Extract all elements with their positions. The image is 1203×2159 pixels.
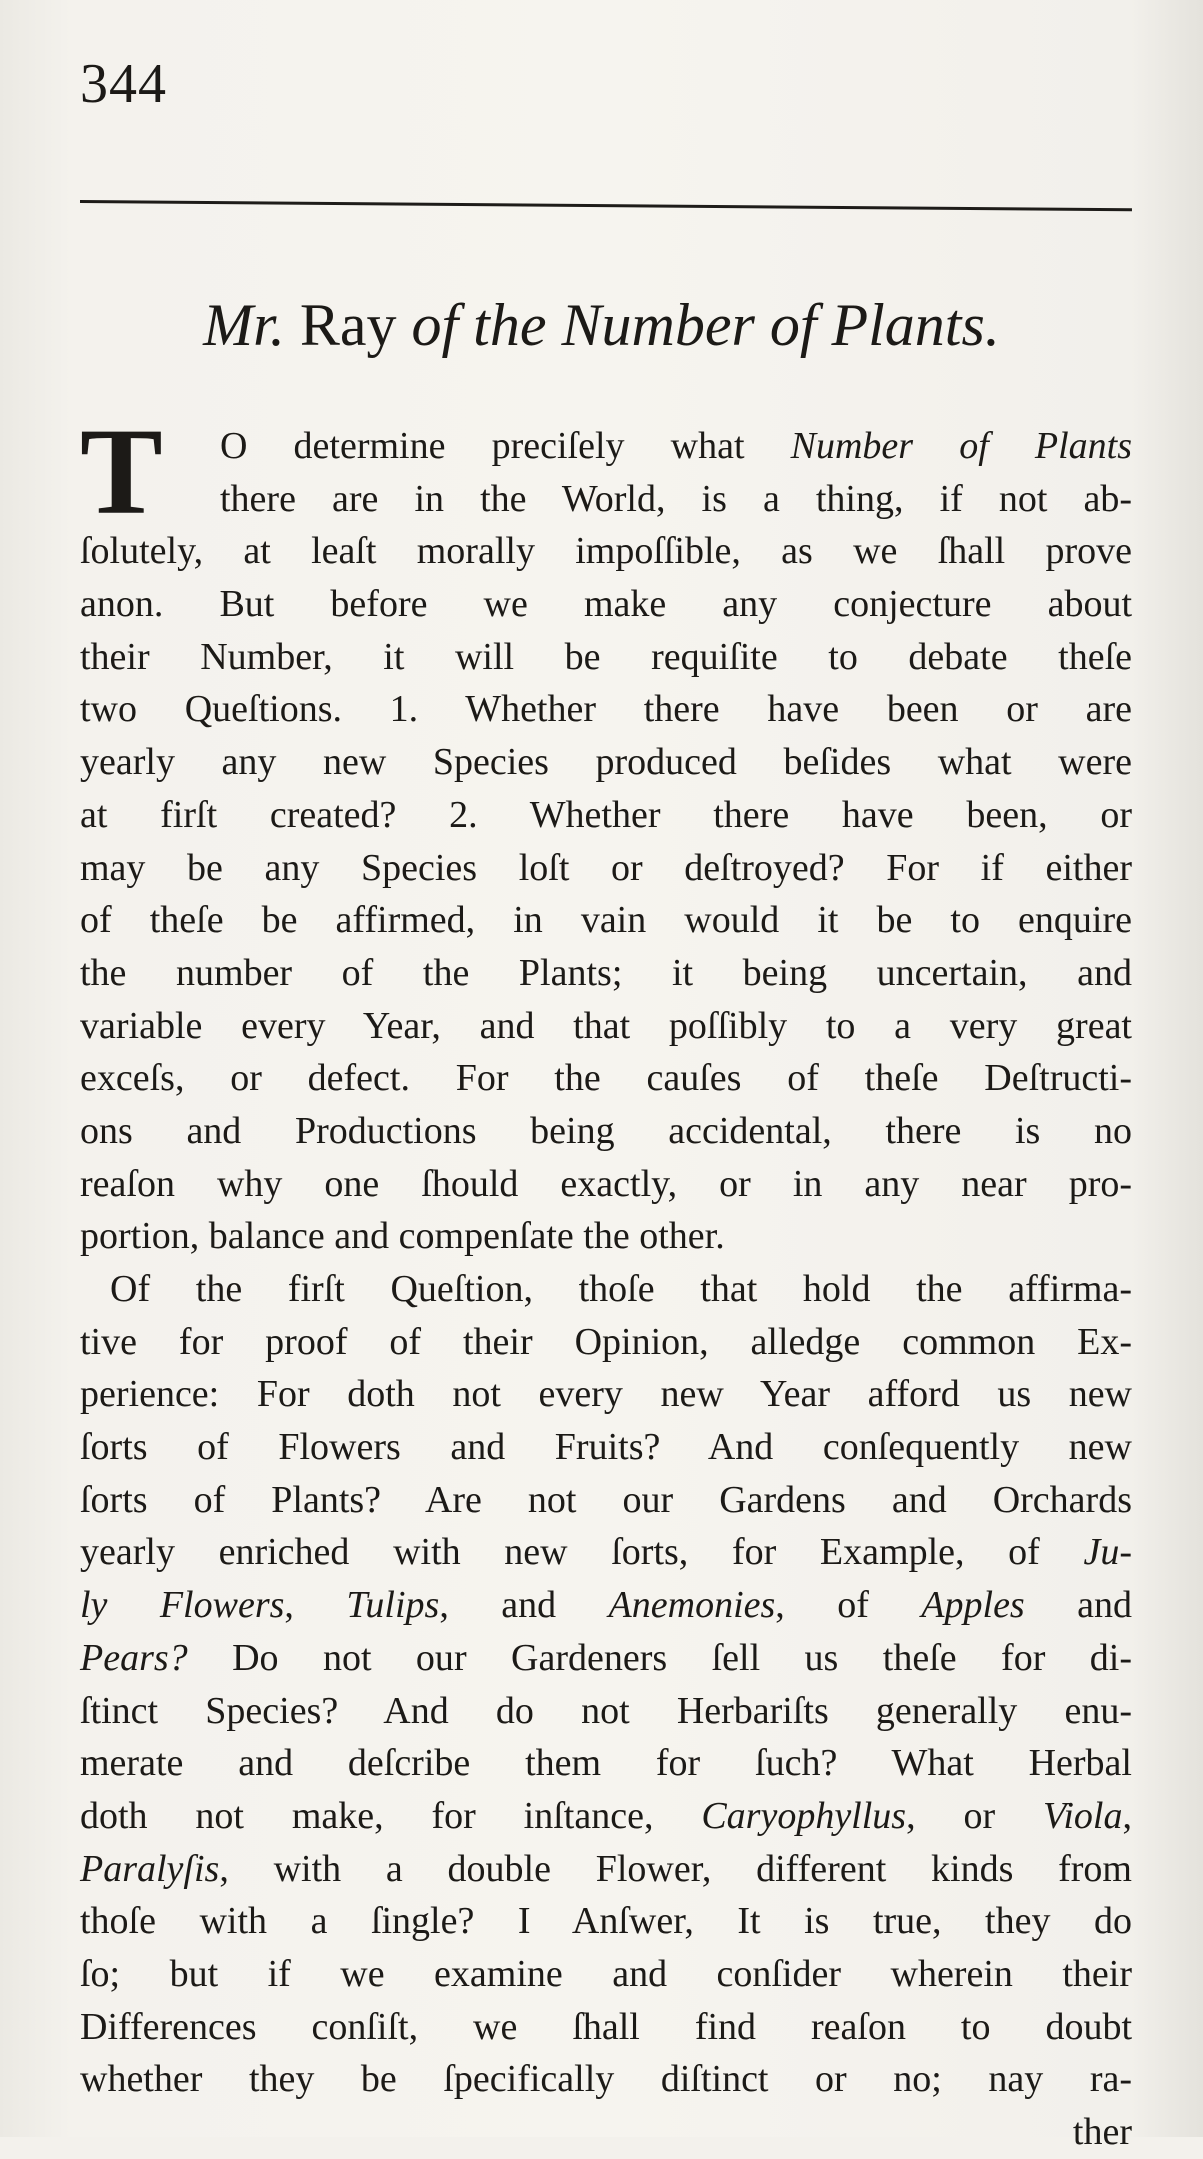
text-segment: yearly enriched with new ſorts, for Example, of: [80, 1531, 1084, 1574]
text-line: [80, 1368, 1132, 1421]
text-line: [80, 2001, 1132, 2054]
text-segment: Number of Plants: [790, 425, 1132, 467]
text-line: [80, 1421, 1132, 1474]
text-line: [80, 1737, 1132, 1790]
text-segment: may be any Species loſt or deſtroyed? For if either: [80, 846, 1132, 889]
text-segment: tive for proof of their Opinion, alledge common Ex-: [80, 1320, 1132, 1363]
text-segment: Of the firſt Queſtion, thoſe that hold the affirma-: [110, 1268, 1132, 1310]
text-line: [80, 1000, 1132, 1053]
text-segment: Ju-: [1083, 1531, 1132, 1574]
text-line: [80, 1685, 1132, 1738]
text-segment: ſtinct Species? And do not Herbariſts generally enu-: [80, 1689, 1132, 1732]
text-segment: Differences conſiſt, we ſhall find reaſon to doubt: [80, 2005, 1132, 2048]
text-line: [80, 1052, 1132, 1105]
text-line: [80, 1316, 1132, 1369]
text-line: [80, 1948, 1132, 2001]
text-segment: Tulips: [346, 1584, 440, 1627]
text-segment: thoſe with a ſingle? I Anſwer, It is true, they do: [80, 1900, 1132, 1943]
text-line: [80, 1474, 1132, 1527]
text-segment: anon. But before we make any conjecture about: [80, 583, 1132, 626]
text-segment: Do not our Gardeners ſell us theſe for di-: [187, 1636, 1132, 1679]
text-segment: yearly any new Species produced beſides what were: [80, 741, 1132, 784]
text-line: [80, 894, 1132, 947]
text-segment: , and: [439, 1584, 609, 1627]
text-segment: , with a double Flower, different kinds from: [219, 1847, 1132, 1890]
text-segment: ſo; but if we examine and conſider wherein their: [80, 1952, 1132, 1995]
title-prefix: Mr.: [203, 292, 285, 358]
text-line: [80, 631, 1132, 684]
text-line: [80, 1263, 1132, 1316]
text-segment: Caryophyllus: [701, 1794, 907, 1837]
text-segment: ly Flowers: [80, 1584, 285, 1627]
text-line: [80, 1790, 1132, 1843]
text-segment: variable every Year, and that poſſibly to a very great: [80, 1004, 1132, 1047]
text-segment: of theſe be affirmed, in vain would it be to enquire: [80, 899, 1132, 942]
text-segment: , of: [775, 1584, 922, 1627]
title-rest: of the Number of Plants.: [411, 292, 1000, 358]
text-segment: Apples: [921, 1584, 1025, 1627]
text-segment: Paralyſis: [80, 1847, 220, 1890]
page-title: [0, 290, 1203, 360]
text-segment: O determine preciſely what: [220, 425, 791, 467]
text-segment: ſorts of Plants? Are not our Gardens and Orchards: [80, 1478, 1132, 1521]
text-segment: the number of the Plants; it being uncertain, and: [80, 951, 1132, 994]
text-line: [80, 1526, 1132, 1579]
text-line: [80, 947, 1132, 1000]
text-segment: perience: For doth not every new Year afford us new: [80, 1373, 1132, 1416]
text-line: [80, 473, 1132, 526]
title-name: Ray: [284, 292, 412, 358]
text-segment: Pears?: [80, 1636, 188, 1679]
text-line: [80, 1632, 1132, 1685]
text-segment: ſolutely, at leaſt morally impoſſible, as we ſhall prove: [80, 530, 1132, 573]
text-line: [80, 2053, 1132, 2106]
drop-cap: T: [80, 403, 163, 540]
text-line: [80, 1579, 1132, 1632]
text-segment: ,: [1122, 1794, 1132, 1837]
body-text: [80, 403, 1133, 2159]
text-line: [80, 1210, 1132, 1263]
text-segment: ſorts of Flowers and Fruits? And conſequently new: [80, 1426, 1132, 1469]
text-line: [80, 736, 1132, 789]
text-line: [80, 420, 1132, 473]
text-line: [80, 1895, 1132, 1948]
text-segment: two Queſtions. 1. Whether there have been or are: [80, 688, 1132, 731]
text-line: [80, 1105, 1132, 1158]
text-segment: ther: [1072, 2111, 1132, 2153]
text-line: [80, 578, 1132, 631]
text-segment: Anemonies: [608, 1584, 776, 1627]
text-line: [80, 2106, 1132, 2159]
text-line: [80, 842, 1132, 895]
text-line: [80, 1158, 1132, 1211]
text-segment: and: [1024, 1584, 1133, 1627]
text-segment: Viola: [1042, 1794, 1123, 1837]
text-segment: , or: [906, 1794, 1043, 1837]
page-number: 344: [80, 53, 167, 115]
text-segment: exceſs, or defect. For the cauſes of theſe Deſtructi-: [80, 1057, 1132, 1100]
text-line: [80, 525, 1132, 578]
header-rule: [80, 200, 1132, 211]
text-segment: portion, balance and compenſate the other.: [80, 1215, 725, 1258]
text-line: [80, 1843, 1132, 1896]
text-segment: whether they be ſpecifically diſtinct or no; nay ra-: [80, 2058, 1132, 2101]
text-segment: there are in the World, is a thing, if not ab-: [220, 477, 1132, 520]
text-segment: at firſt created? 2. Whether there have been, or: [80, 793, 1132, 836]
text-segment: reaſon why one ſhould exactly, or in any near pro-: [80, 1162, 1132, 1205]
text-line: [80, 683, 1132, 736]
text-segment: their Number, it will be requiſite to debate theſe: [80, 635, 1132, 678]
text-segment: merate and deſcribe them for ſuch? What Herbal: [80, 1742, 1132, 1785]
text-segment: ,: [284, 1584, 347, 1627]
text-segment: ons and Productions being accidental, there is no: [80, 1109, 1132, 1152]
text-line: [80, 789, 1132, 842]
text-segment: doth not make, for inſtance,: [80, 1794, 702, 1837]
